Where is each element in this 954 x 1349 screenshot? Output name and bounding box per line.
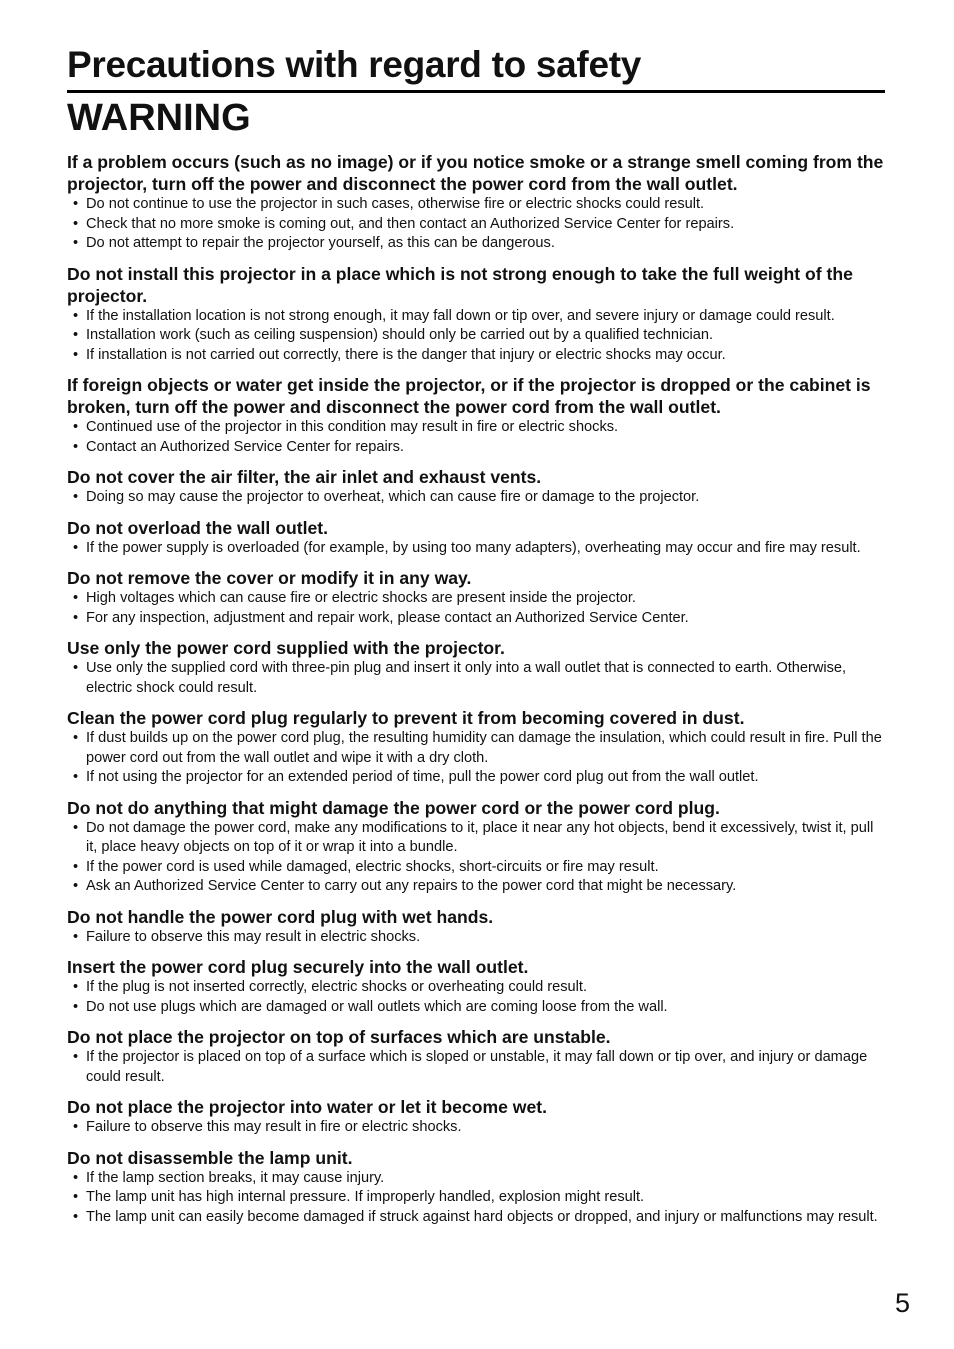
warning-section — [67, 374, 885, 457]
bullet-list — [67, 819, 885, 897]
bullet-item — [67, 1169, 885, 1189]
bullet-text: If not using the projector for an extended period of time, pull the power cord plug out from the wall outlet. — [86, 769, 759, 785]
bullet-dot-icon: • — [73, 346, 79, 363]
section-heading: Do not overload the wall outlet. — [67, 517, 328, 538]
section-heading: Do not install this projector in a place which is not strong enough to take the full weight of the projector. — [67, 263, 853, 306]
bullet-dot-icon: • — [73, 438, 79, 455]
bullet-item — [67, 1118, 885, 1138]
bullet-item — [67, 877, 885, 897]
warning-section — [67, 1096, 885, 1138]
bullet-text: Do not attempt to repair the projector yourself, as this can be dangerous. — [86, 235, 555, 251]
bullet-item — [67, 609, 885, 629]
bullet-text: The lamp unit can easily become damaged if struck against hard objects or dropped, and injury or malfunctions may result. — [86, 1208, 878, 1225]
bullet-text: Installation work (such as ceiling suspension) should only be carried out by a qualified technician. — [86, 327, 714, 343]
bullet-dot-icon: • — [73, 928, 79, 945]
section-heading: Do not place the projector on top of surfaces which are unstable. — [67, 1027, 611, 1047]
bullet-text: If dust builds up on the power cord plug, the resulting humidity can damage the insulation, which could result in fire. Pull the power cord out from the wall outlet and wipe it with a dry cloth. — [86, 730, 882, 766]
warning-section — [67, 637, 885, 698]
bullet-dot-icon: • — [73, 1049, 79, 1065]
bullet-item — [67, 1208, 885, 1228]
section-heading: Clean the power cord plug regularly to prevent it from becoming covered in dust. — [67, 708, 745, 728]
bullet-dot-icon: • — [73, 235, 79, 251]
page-number: 5 — [895, 1288, 911, 1318]
bullet-list — [67, 1048, 885, 1087]
bullet-text: If installation is not carried out correctly, there is the danger that injury or electric shocks may occur. — [86, 346, 726, 363]
bullet-list — [67, 1118, 885, 1138]
bullet-text: Failure to observe this may result in fire or electric shocks. — [86, 1119, 462, 1135]
bullet-item — [67, 589, 885, 609]
bullet-item — [67, 659, 885, 698]
bullet-dot-icon: • — [73, 979, 79, 995]
bullet-dot-icon: • — [73, 1189, 79, 1205]
bullet-item — [67, 998, 885, 1018]
bullet-list — [67, 418, 885, 457]
bullet-item — [67, 215, 885, 235]
bullet-text: Do not damage the power cord, make any modifications to it, place it near any hot objects, bend it excessively, twist it, pull it, place heavy objects on top of it or wrap it into a bundle. — [86, 819, 874, 855]
bullet-dot-icon: • — [73, 539, 79, 556]
section-heading: If a problem occurs (such as no image) or if you notice smoke or a strange smell coming from the projector, turn off the power and disconnect the power cord from the wall outlet. — [67, 152, 884, 194]
bullet-text: Ask an Authorized Service Center to carry out any repairs to the power cord that might be necessary. — [86, 878, 737, 894]
section-heading: Do not do anything that might damage the power cord or the power cord plug. — [67, 797, 720, 818]
warning-section — [67, 466, 885, 508]
bullet-text: If the power supply is overloaded (for example, by using too many adapters), overheating may occur and fire may result. — [86, 539, 861, 556]
section-heading: Do not handle the power cord plug with wet hands. — [67, 906, 494, 927]
bullet-list — [67, 488, 885, 508]
bullet-item — [67, 346, 885, 366]
bullet-item — [67, 488, 885, 508]
bullet-text: Failure to observe this may result in electric shocks. — [86, 928, 421, 945]
bullet-item — [67, 819, 885, 858]
bullet-item — [67, 928, 885, 948]
bullet-list — [67, 928, 885, 948]
warning-heading: WARNING — [67, 97, 251, 139]
warning-section — [67, 956, 885, 1017]
bullet-dot-icon: • — [73, 858, 79, 875]
warning-section — [67, 1147, 885, 1228]
bullet-list — [67, 589, 885, 628]
bullet-item — [67, 858, 885, 878]
bullet-item — [67, 1048, 885, 1087]
bullet-text: Continued use of the projector in this condition may result in fire or electric shocks. — [86, 419, 619, 435]
bullet-dot-icon: • — [73, 730, 79, 746]
warning-section — [67, 906, 885, 948]
section-heading: Do not place the projector into water or let it become wet. — [67, 1097, 547, 1117]
bullet-dot-icon: • — [73, 769, 79, 785]
warning-section — [67, 567, 885, 628]
bullet-item — [67, 539, 885, 559]
bullet-text: Contact an Authorized Service Center for repairs. — [86, 438, 404, 455]
bullet-dot-icon: • — [73, 998, 79, 1015]
warning-sections — [67, 151, 885, 1236]
bullet-dot-icon: • — [73, 419, 79, 435]
bullet-dot-icon: • — [73, 590, 79, 606]
bullet-item — [67, 729, 885, 768]
bullet-list — [67, 195, 885, 254]
bullet-item — [67, 418, 885, 438]
bullet-text: High voltages which can cause fire or electric shocks are present inside the projector. — [86, 590, 636, 606]
bullet-item — [67, 768, 885, 788]
bullet-text: Do not continue to use the projector in such cases, otherwise fire or electric shocks could result. — [86, 196, 705, 212]
bullet-item — [67, 1188, 885, 1208]
page-title: Precautions with regard to safety — [67, 44, 642, 85]
warning-section — [67, 1026, 885, 1087]
bullet-text: For any inspection, adjustment and repair work, please contact an Authorized Service Center. — [86, 609, 689, 626]
bullet-text: If the power cord is used while damaged, electric shocks, short-circuits or fire may result. — [86, 858, 659, 875]
bullet-item — [67, 195, 885, 215]
bullet-list — [67, 1169, 885, 1228]
bullet-item — [67, 307, 885, 327]
bullet-dot-icon: • — [73, 878, 79, 894]
bullet-list — [67, 978, 885, 1017]
bullet-list — [67, 307, 885, 366]
warning-section — [67, 151, 885, 254]
bullet-list — [67, 659, 885, 698]
bullet-item — [67, 438, 885, 458]
bullet-dot-icon: • — [73, 489, 79, 505]
bullet-dot-icon: • — [73, 609, 79, 626]
section-heading: If foreign objects or water get inside the projector, or if the projector is dropped or the cabinet is broken, turn off the power and disconnect the power cord from the wall outlet. — [67, 375, 871, 417]
bullet-text: Doing so may cause the projector to overheat, which can cause fire or damage to the projector. — [86, 489, 700, 505]
bullet-item — [67, 978, 885, 998]
warning-section — [67, 707, 885, 788]
bullet-dot-icon: • — [73, 215, 79, 232]
section-heading: Do not cover the air filter, the air inlet and exhaust vents. — [67, 467, 542, 487]
section-heading: Do not disassemble the lamp unit. — [67, 1147, 353, 1168]
bullet-list — [67, 539, 885, 559]
warning-section — [67, 517, 885, 559]
bullet-text: The lamp unit has high internal pressure. If improperly handled, explosion might result. — [86, 1189, 645, 1205]
bullet-text: Check that no more smoke is coming out, and then contact an Authorized Service Center for repairs. — [86, 215, 735, 232]
bullet-dot-icon: • — [73, 1208, 79, 1225]
section-heading: Insert the power cord plug securely into the wall outlet. — [67, 957, 529, 977]
bullet-item — [67, 234, 885, 254]
bullet-text: If the plug is not inserted correctly, electric shocks or overheating could result. — [86, 979, 588, 995]
bullet-dot-icon: • — [73, 1169, 79, 1186]
bullet-text: Do not use plugs which are damaged or wall outlets which are coming loose from the wall. — [86, 998, 668, 1015]
bullet-dot-icon: • — [73, 307, 79, 324]
bullet-item — [67, 326, 885, 346]
bullet-dot-icon: • — [73, 660, 79, 676]
section-heading: Do not remove the cover or modify it in any way. — [67, 568, 472, 588]
bullet-text: If the projector is placed on top of a surface which is sloped or unstable, it may fall down or tip over, and injury or damage could result. — [86, 1049, 868, 1085]
bullet-text: Use only the supplied cord with three-pin plug and insert it only into a wall outlet that is connected to earth. Otherwise, electric shock could result. — [86, 660, 847, 696]
bullet-dot-icon: • — [73, 819, 79, 836]
bullet-text: If the installation location is not strong enough, it may fall down or tip over, and severe injury or damage could result. — [86, 307, 835, 324]
section-heading: Use only the power cord supplied with the projector. — [67, 638, 505, 658]
bullet-dot-icon: • — [73, 327, 79, 343]
bullet-list — [67, 729, 885, 788]
bullet-dot-icon: • — [73, 196, 79, 212]
bullet-text: If the lamp section breaks, it may cause injury. — [86, 1169, 385, 1186]
warning-section — [67, 797, 885, 897]
warning-section — [67, 263, 885, 366]
bullet-dot-icon: • — [73, 1119, 79, 1135]
